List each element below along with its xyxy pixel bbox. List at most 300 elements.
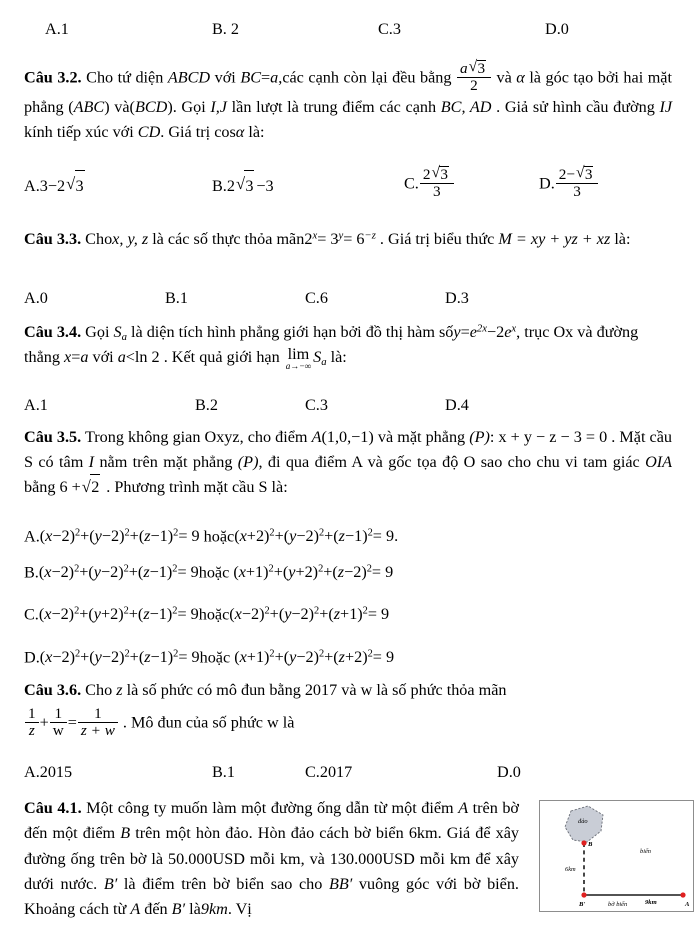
sqrt-icon — [576, 166, 595, 183]
alpha-symbol: α — [516, 68, 525, 87]
term-sign: − — [296, 648, 306, 667]
term-var: y — [93, 605, 101, 624]
sqrt-icon — [82, 474, 102, 500]
var-z: z — [116, 681, 123, 699]
option-letter: B. — [24, 563, 39, 582]
cond-a: a — [117, 348, 126, 367]
term-var: z — [338, 648, 345, 667]
point-a-ref-2: A — [130, 900, 141, 919]
fraction-denominator: 2 — [457, 77, 491, 94]
sphere-equation-2: $(x+1)^2+(y-2)^2+(z+2)^2= 9$ — [234, 648, 395, 667]
fraction-denominator: 3 — [556, 183, 599, 200]
option-letter: C. — [24, 605, 39, 624]
fn-minus: −2 — [486, 323, 505, 341]
term-num: 2 — [353, 563, 362, 582]
limit-area-symbol — [313, 348, 327, 369]
fraction-numerator: 1 — [94, 705, 102, 722]
question-cau-3-3 — [24, 227, 672, 252]
question-text-4: với — [92, 348, 114, 367]
plus-sign: + — [39, 713, 49, 732]
question-cau-3-6-equation-line — [24, 706, 672, 740]
eq-base-1: 2 — [304, 230, 313, 248]
sqrt-radicand: 2 — [90, 474, 100, 500]
question-text-line2: trên bờ đến một điểm — [24, 799, 519, 843]
answer-option-a[interactable]: A.0 — [24, 289, 48, 307]
term-sign: − — [52, 527, 62, 546]
term-num: 2 — [305, 527, 314, 546]
point-a-ref: A — [458, 799, 469, 817]
fraction-1-over-w — [50, 706, 67, 740]
question-text-5: . Kết quả giới hạn — [163, 348, 280, 367]
sqrt-icon — [236, 170, 256, 201]
eq-exponent-1: x — [312, 229, 318, 242]
function-y — [453, 323, 516, 341]
question-cau-3-2 — [24, 60, 672, 144]
answer-option-d[interactable]: D.3 — [445, 289, 469, 307]
answer-option-d[interactable]: D.4 — [445, 396, 469, 414]
sphere-equation-1: $(x-2)^2+(y-2)^2+(z-1)^2= 9$ — [39, 648, 200, 667]
point-b-prime-ref-2: B′ — [171, 900, 186, 919]
edge-value-a: a — [270, 68, 279, 87]
question-text: Cho — [85, 230, 113, 248]
rhs-1: = 9 — [177, 605, 199, 624]
area-symbol-subscript: a — [121, 330, 127, 343]
question-text-2: là số phức có mô đun bằng 2017 và — [126, 681, 357, 699]
question-text-3: . Mặt cầu S có tâm — [24, 428, 673, 471]
sqrt-radicand: 3 — [244, 170, 254, 201]
term-sign: − — [51, 563, 61, 582]
pipeline-island-diagram — [539, 800, 694, 912]
plane-bcd: (BCD) — [129, 97, 173, 116]
option-fraction — [420, 166, 454, 201]
sphere-equation-1: $(x-2)^2+(y+2)^2+(z-1)^2= 9$ — [38, 605, 199, 624]
answer-row-cau-3-5-b — [0, 555, 700, 589]
question-text-4: nằm trên mặt phẳng — [99, 452, 233, 471]
term-var: z — [143, 563, 150, 582]
line-equation — [64, 348, 88, 366]
question-text-line5d: là — [189, 900, 201, 919]
answer-option-b[interactable]: B.2 — [195, 396, 218, 414]
triangle-oia: OIA — [645, 452, 673, 471]
answer-option-c[interactable]: C.2017 — [305, 763, 353, 781]
question-label: Câu 3.3. — [24, 230, 82, 248]
edge-bc: BC — [240, 68, 262, 87]
plane-p-ref: (P) — [237, 452, 259, 471]
term-num: 2 — [111, 648, 120, 667]
question-text-line4: 130.000USD mỗi km để xây dưới nước. — [24, 849, 519, 893]
term-num: 1 — [158, 605, 167, 624]
answer-option-b[interactable]: B.1 — [212, 763, 235, 781]
term-num: 2 — [111, 527, 120, 546]
question-text-3: . Giá trị biểu thức — [379, 230, 495, 248]
fraction-numerator-a: a — [460, 60, 468, 77]
island-label: đảo — [578, 818, 588, 825]
fraction-denominator: z — [25, 722, 39, 739]
joiner-text: hoặc — [199, 648, 231, 667]
option-letter: D. — [539, 174, 555, 193]
joiner-text: hoặc — [198, 563, 230, 582]
fraction-denominator: w — [50, 722, 67, 739]
question-text-12: là: — [248, 122, 265, 141]
point-b-prime-marker — [581, 892, 586, 897]
answer-option-c[interactable] — [404, 166, 455, 201]
question-text-3: ,các cạnh còn lại đều bằng — [278, 68, 452, 87]
condition-a — [118, 348, 160, 366]
eq-exponent-3: −z — [364, 229, 376, 242]
term-var: x — [239, 527, 247, 546]
plane-p-equation-text: : x + y − z − 3 = 0 — [489, 428, 608, 446]
term-sign: − — [150, 648, 160, 667]
term-sign: − — [150, 527, 160, 546]
rhs-2: = 9 — [367, 605, 390, 624]
answer-option-d[interactable]: D.0 — [545, 20, 569, 38]
term-num: 2 — [110, 605, 119, 624]
question-text-line5c: đến — [144, 900, 168, 919]
question-label: Câu 4.1. — [24, 799, 82, 817]
question-text-4: . Mô đun của số phức w là — [122, 713, 295, 732]
term-var: x — [44, 605, 52, 624]
sphere-equation-2: $(x+1)^2+(y+2)^2+(z-2)^2= 9$ — [233, 563, 394, 582]
term-sign: − — [100, 563, 111, 582]
fn-e1: e — [469, 323, 477, 341]
answer-row-cau-3-5-a — [0, 519, 700, 553]
rhs-1: = 9 — [178, 527, 200, 546]
term-sign: + — [100, 605, 111, 624]
question-cau-4-1 — [24, 796, 519, 922]
eq-mid-2: = 6 — [343, 230, 365, 248]
term-num: 1 — [159, 648, 168, 667]
answer-row-cau-3-4 — [0, 390, 700, 424]
plane-p-equation — [469, 428, 607, 446]
term-sign: + — [344, 648, 355, 667]
question-text-8: lần lượt là trung điểm các cạnh — [231, 97, 437, 116]
term-num: 2 — [354, 648, 363, 667]
limit-op-label: lim — [287, 344, 310, 363]
term-sign: + — [295, 563, 305, 582]
term-num: 1 — [354, 527, 363, 546]
diagram-svg — [540, 801, 693, 911]
horizontal-distance-label: 9km — [645, 899, 657, 906]
term-var: x — [45, 527, 53, 546]
eq-exponent-2: y — [338, 229, 344, 242]
term-var: z — [143, 605, 150, 624]
question-text-2: là các số thực thỏa mãn — [152, 230, 305, 248]
fraction-numerator-lead: 2− — [558, 166, 575, 183]
point-b-ref: B — [120, 824, 131, 843]
answer-option-a[interactable] — [24, 519, 398, 551]
answer-option-b[interactable] — [24, 555, 393, 587]
exponential-equation — [304, 230, 376, 248]
term-sign: + — [340, 605, 350, 624]
sqrt-radicand: 3 — [584, 166, 593, 183]
plane-abc-label: ABC — [73, 97, 105, 116]
term-sign: + — [246, 648, 256, 667]
question-text: Cho tứ diện — [86, 68, 164, 87]
term-sign: − — [241, 605, 251, 624]
term-sign: − — [296, 527, 306, 546]
fn-e2-exponent: x — [511, 322, 517, 335]
term-var: y — [289, 527, 297, 546]
rhs-1: = 9 — [177, 563, 199, 582]
fn-e1-exponent: 2x — [476, 322, 487, 335]
term-num: 2 — [110, 563, 119, 582]
edge-cd: CD — [137, 122, 161, 141]
question-text: Cho — [85, 681, 113, 699]
term-var: x — [44, 563, 52, 582]
eq-mid-1: = 3 — [317, 230, 339, 248]
rhs-1: = 9 — [178, 648, 200, 667]
term-var: x — [238, 563, 246, 582]
term-var: z — [144, 648, 151, 667]
term-var: x — [45, 648, 53, 667]
term-num: 2 — [300, 605, 309, 624]
question-cau-3-5 — [24, 425, 672, 500]
joiner-text: hoặc — [198, 605, 230, 624]
term-var: x — [234, 605, 242, 624]
limit-s-subscript: a — [321, 356, 327, 369]
term-num: 2 — [60, 563, 69, 582]
term-num: 1 — [158, 563, 167, 582]
sqrt-radicand: 3 — [477, 60, 486, 77]
answer-option-a[interactable]: A.1 — [24, 396, 48, 414]
question-text-4: là: — [614, 230, 631, 248]
area-symbol — [114, 323, 127, 341]
answer-row-cau-3-3 — [0, 283, 700, 317]
distance-9km: 9km — [200, 900, 228, 919]
option-value-mid: −2 — [47, 177, 66, 195]
point-a-coords: (1,0,−1) — [321, 428, 374, 446]
term-var: y — [288, 563, 296, 582]
question-text-10: kính tiếp xúc với — [24, 122, 134, 141]
question-text-line2b: trên một hòn đảo. Hòn đảo cách bờ biển — [135, 824, 404, 843]
answer-option-d[interactable] — [24, 640, 394, 672]
question-text-11: . Giá trị — [160, 122, 211, 141]
point-b-marker — [581, 840, 586, 845]
fraction-denominator: z + w — [78, 722, 118, 739]
cond-ln2: ln 2 — [134, 348, 160, 367]
perimeter-lead: 6 + — [59, 478, 81, 497]
option-letter: D. — [24, 648, 40, 667]
question-label: Câu 3.4. — [24, 323, 82, 341]
option-letter: A. — [24, 527, 40, 546]
term-var: y — [94, 527, 102, 546]
answer-option-b[interactable] — [212, 170, 274, 201]
term-sign: − — [344, 563, 354, 582]
equals-sign: = — [67, 713, 77, 732]
fraction-1-over-z-plus-w — [78, 706, 118, 740]
line-a: a — [80, 348, 89, 367]
sphere-equation-2: $(x-2)^2+(y-2)^2+(z+1)^2= 9$ — [229, 605, 390, 624]
term-num: 2 — [255, 527, 265, 546]
cos-operator: cos — [214, 122, 236, 141]
term-sign: − — [149, 605, 159, 624]
term-var: z — [337, 563, 345, 582]
question-text-line5e: . Vị — [227, 900, 252, 919]
term-num: 1 — [255, 563, 264, 582]
option-fraction — [556, 166, 599, 201]
question-label: Câu 3.2. — [24, 68, 82, 87]
answer-option-d[interactable]: D.0 — [497, 763, 521, 781]
term-var: y — [289, 648, 297, 667]
alpha-symbol-2: α — [235, 122, 245, 141]
answer-option-d[interactable] — [539, 166, 599, 201]
answer-option-a[interactable] — [24, 170, 87, 201]
term-num: 2 — [61, 527, 70, 546]
term-var: z — [144, 527, 151, 546]
tetrahedron-name: ABCD — [167, 68, 211, 87]
option-letter: B. — [212, 177, 227, 195]
sqrt-radicand: 3 — [75, 170, 85, 201]
center-i: I — [88, 452, 95, 471]
area-symbol-s: S — [113, 323, 122, 341]
question-text-6: là: — [330, 348, 347, 367]
question-text-2: là diện tích hình phẳng giới hạn bởi đồ thị hàm số — [130, 323, 454, 341]
question-text-line4b: là điểm trên bờ biển sao — [123, 874, 293, 893]
fn-y: y — [453, 323, 461, 341]
option-letter: C. — [404, 174, 419, 193]
term-var: z — [333, 605, 341, 624]
question-text-4: và — [496, 68, 512, 87]
option-letter: A. — [24, 177, 40, 195]
diameter-ij: IJ — [659, 97, 673, 116]
cond-less-than: < — [125, 348, 135, 367]
term-sign: − — [51, 605, 61, 624]
term-var: x — [239, 648, 247, 667]
answer-option-c[interactable] — [24, 597, 389, 629]
answer-row-cau-3-2 — [0, 166, 700, 212]
joiner-text: hoặc — [203, 527, 235, 546]
line-equals: = — [71, 348, 81, 367]
sphere-equation-1: $(x-2)^2+(y-2)^2+(z-1)^2= 9$ — [39, 527, 200, 546]
limit-operator — [286, 346, 311, 372]
term-num: 2 — [60, 605, 69, 624]
term-var: z — [338, 527, 345, 546]
question-text: Gọi — [85, 323, 110, 341]
answer-option-a[interactable]: A.2015 — [24, 763, 73, 781]
expression-m: M = xy + yz + xz — [498, 230, 611, 248]
question-label: Câu 3.5. — [24, 428, 82, 446]
option-value-tail: −3 — [256, 177, 274, 195]
sea-label: biển — [640, 848, 652, 855]
sqrt-icon — [431, 166, 450, 183]
term-sign: + — [246, 527, 256, 546]
sphere-equation-1: $(x-2)^2+(y-2)^2+(z-1)^2= 9$ — [38, 563, 199, 582]
rhs-2: = 9. — [372, 527, 399, 546]
term-sign: − — [291, 605, 301, 624]
answer-row-cau-3-5-d — [0, 640, 700, 674]
rhs-2: = 9 — [372, 648, 395, 667]
point-b-prime-ref: B′ — [103, 874, 118, 893]
question-text-7: . Gọi — [172, 97, 206, 116]
top-answer-row — [0, 14, 700, 48]
point-a-marker — [680, 892, 685, 897]
question-text-line5: cho — [298, 874, 323, 893]
question-cau-3-6 — [24, 678, 672, 703]
question-cau-3-4 — [24, 320, 672, 371]
point-a — [312, 428, 374, 446]
term-sign: − — [101, 648, 111, 667]
line-x: x — [64, 348, 72, 367]
term-num: 1 — [349, 605, 358, 624]
question-text-5: là góc tạo bởi hai mặt phẳng — [24, 68, 672, 116]
question-text-line1: Một công ty muốn làm một đường ống dẫn từ một điểm — [86, 799, 454, 817]
term-sign: − — [344, 527, 355, 546]
term-var: y — [284, 605, 292, 624]
answer-option-c[interactable]: C.6 — [305, 289, 328, 307]
equals-sign: = — [261, 68, 271, 87]
limit-subscript: a→−∞ — [285, 361, 312, 372]
rhs-2: = 9 — [371, 563, 394, 582]
segment-bb-prime: BB′ — [328, 874, 353, 893]
question-text-7: . Phương trình mặt cầu S là: — [106, 478, 288, 497]
term-sign: − — [52, 648, 62, 667]
fn-e2: e — [504, 323, 512, 341]
edges-bc-ad: BC, AD — [440, 97, 492, 116]
answer-option-a[interactable]: A.1 — [45, 20, 69, 38]
question-text-6: và — [114, 97, 130, 116]
question-text-2: và mặt phẳng — [377, 428, 466, 446]
question-text-9: . Giả sử hình cầu đường — [496, 97, 655, 116]
fraction-numerator: 1 — [54, 705, 63, 722]
term-num: 2 — [305, 648, 314, 667]
shore-label: bờ biển — [608, 901, 628, 908]
option-value-lead: 2 — [226, 177, 235, 195]
plane-bcd-label: BCD — [134, 97, 168, 116]
sqrt-radicand: 3 — [440, 166, 448, 183]
var-w: w — [360, 681, 373, 699]
sphere-equation-2: $(x+2)^2+(y-2)^2+(z-1)^2= 9$. — [234, 527, 399, 546]
term-var: y — [93, 563, 101, 582]
term-num: 2 — [304, 563, 313, 582]
term-sign: + — [245, 563, 256, 582]
plane-p-label: (P) — [469, 428, 490, 446]
term-num: 1 — [255, 648, 265, 667]
answer-option-c[interactable]: C.3 — [305, 396, 328, 414]
question-text-line5b: vuông góc với bờ biển. Khoảng cách từ — [24, 874, 519, 919]
edge-length-fraction — [457, 60, 491, 95]
limit-s: S — [313, 348, 322, 367]
fn-equals: = — [460, 323, 470, 341]
fraction-numerator-lead: 2 — [422, 166, 431, 183]
point-b-label: B — [588, 841, 593, 848]
sqrt-icon — [66, 170, 86, 201]
question-text-5: , đi qua điểm A và gốc tọa độ O sao cho chu vi tam giác — [258, 452, 640, 471]
term-num: 1 — [159, 527, 168, 546]
fraction-1-over-z — [25, 706, 39, 740]
answer-row-cau-3-5-c — [0, 597, 700, 631]
perimeter-value — [60, 478, 103, 496]
point-a-label: A — [311, 428, 322, 446]
term-num: 2 — [61, 648, 70, 667]
question-text-2: với — [214, 68, 236, 87]
answer-row-cau-3-6 — [0, 757, 700, 791]
term-num: 2 — [251, 605, 260, 624]
question-text-3: là số phức thỏa mãn — [376, 681, 507, 699]
point-b-prime-label: B' — [579, 901, 586, 908]
fraction-numerator: 1 — [28, 705, 36, 722]
answer-option-b[interactable]: B.1 — [165, 289, 188, 307]
answer-option-b[interactable]: B. 2 — [212, 20, 239, 38]
question-text-line3: 6km. Giá để xây đường ống trên bờ là 50.000USD mỗi km, và — [24, 824, 520, 868]
sqrt-icon — [469, 60, 488, 77]
question-text-3: , trục Ox và đường thẳng — [24, 323, 639, 367]
plane-abc: (ABC) — [68, 97, 110, 116]
answer-option-c[interactable]: C.3 — [378, 20, 401, 38]
variables-xyz: x, y, z — [112, 230, 149, 248]
point-a-label: A — [685, 901, 690, 908]
term-sign: − — [101, 527, 111, 546]
midpoints-ij: I,J — [210, 97, 227, 116]
